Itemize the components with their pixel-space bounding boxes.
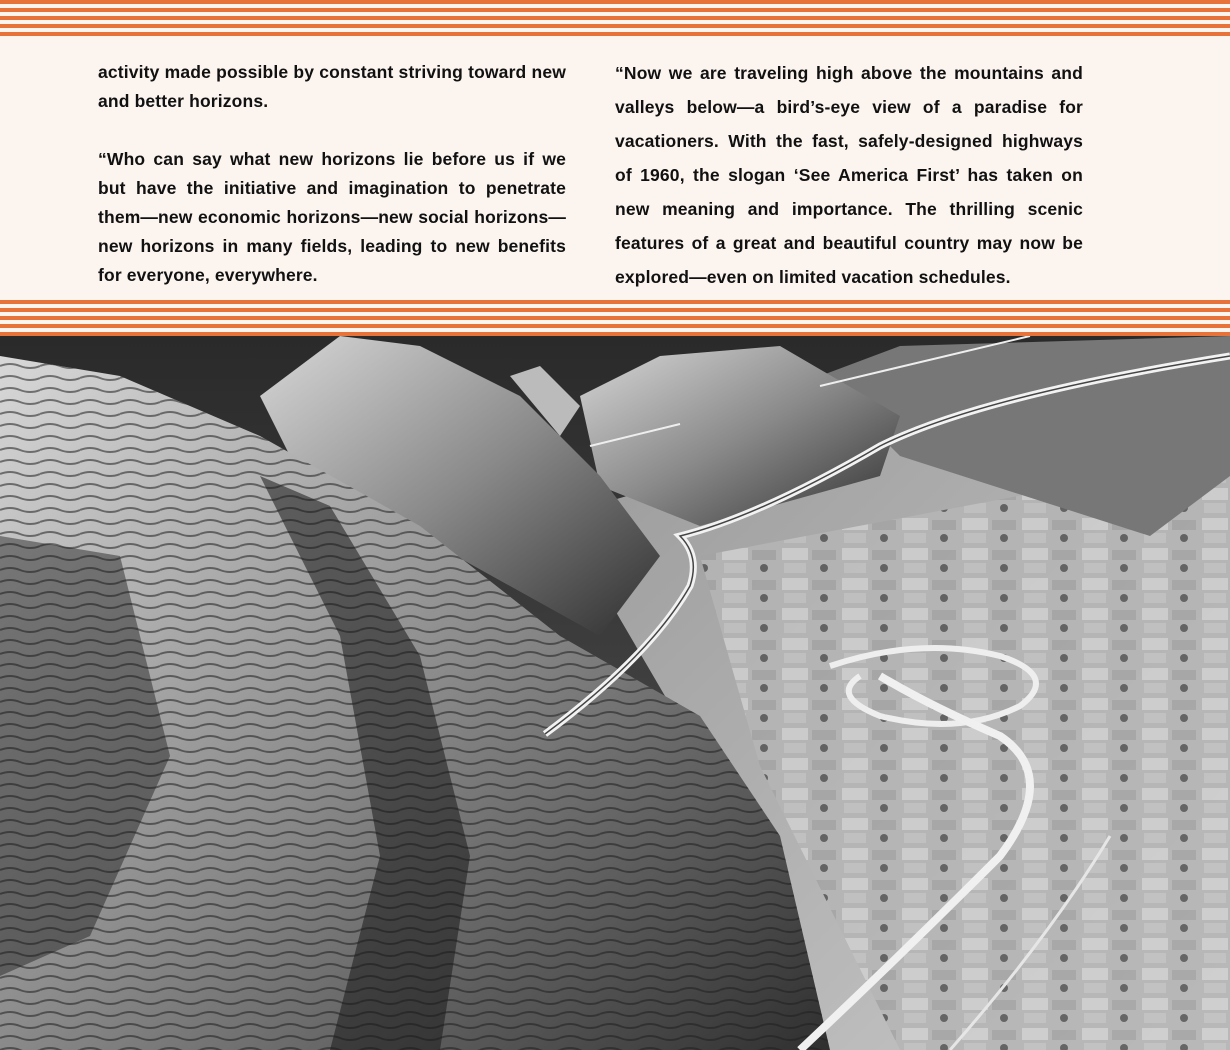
right-paragraph-1: “Now we are traveling high above the mountains and valleys below—a bird’s-eye view of a paradise for vacationers. With the fast, safely-designed highways of 1960, the slogan ‘See America First’ has taken on new meaning and importance. The thrilling scenic features of a great and beautiful country may now be explored—even on limited vacation schedules. (615, 63, 1083, 287)
canyon-highway-photo (0, 336, 1230, 1050)
middle-stripe-band (0, 300, 1230, 336)
top-stripe-band (0, 0, 1230, 38)
left-paragraph-1: activity made possible by constant striving toward new and better horizons. (98, 62, 566, 111)
left-text-column (98, 58, 566, 290)
left-paragraph-2: “Who can say what new horizons lie before us if we but have the initiative and imagination to penetrate them—new economic horizons—new social horizons—new horizons in many fields, leading to new benefits for everyone, everywhere. (98, 149, 566, 285)
right-text-column (615, 56, 1083, 294)
